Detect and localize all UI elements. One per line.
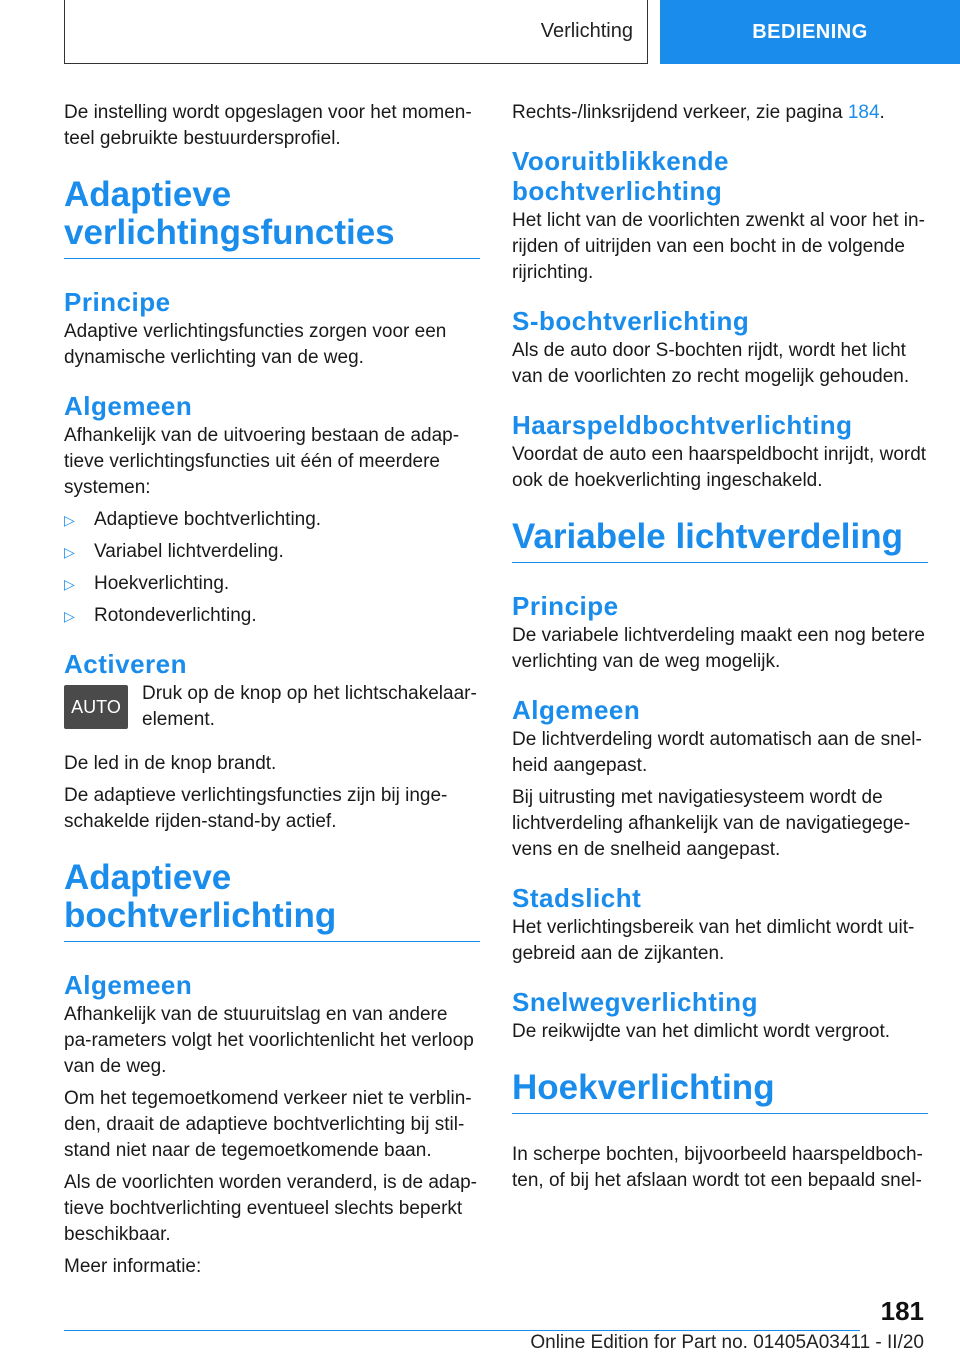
- footer-edition: Online Edition for Part no. 01405A03411 - II/20: [530, 1332, 924, 1353]
- haarspeld-text: Voordat de auto een haarspeldbocht inrijdt, wordt ook de hoekverlichting ingeschakeld.: [512, 444, 927, 491]
- heading-corner-light: Hoekverlichting: [512, 1069, 928, 1114]
- vooruit-text: Het licht van de voorlichten zwenkt al voor het in-rijden of uitrijden van een bocht in de volgende rijrichting.: [512, 210, 925, 283]
- page-reference-link[interactable]: 184: [847, 102, 880, 123]
- intro-paragraph: De instelling wordt opgeslagen voor het momen-teel gebruikte bestuurdersprofiel.: [64, 102, 472, 149]
- heading-principe-2: Principe: [512, 591, 619, 621]
- auto-instruction: [64, 681, 480, 739]
- active-text: De adaptieve verlichtingsfuncties zijn bij inge-schakelde rijden-stand-by actief.: [64, 785, 448, 832]
- more-info-text: Meer informatie:: [64, 1256, 202, 1277]
- heading-adaptive-curve-light: Adaptieve bochtverlichting: [64, 859, 480, 942]
- stadslicht-text: Het verlichtingsbereik van het dimlicht wordt uit-gebreid aan de zijkanten.: [512, 917, 915, 964]
- traffic-direction-text: [512, 100, 928, 126]
- list-item: [64, 603, 480, 629]
- heading-adaptive-functions: Adaptieve verlichtingsfuncties: [64, 176, 480, 259]
- heading-haarspeld: Haarspeldbochtverlichting: [512, 410, 853, 440]
- footer-divider: [64, 1330, 860, 1331]
- algemeen-3-paragraph-2: Bij uitrusting met navigatiesysteem wordt de lichtverdeling afhankelijk van de navigatiegege-vens en de snelheid aangepast.: [512, 787, 911, 860]
- list-item-text: Adaptieve bochtverlichting.: [94, 509, 322, 530]
- s-bocht-text: Als de auto door S-bochten rijdt, wordt het licht van de voorlichten zo recht mogelijk gehouden.: [512, 340, 910, 387]
- heading-stadslicht: Stadslicht: [512, 883, 642, 913]
- heading-algemeen-2: Algemeen: [64, 970, 193, 1000]
- heading-variable-light-distribution: Variabele lichtverdeling: [512, 518, 928, 563]
- header-chapter-tab: [660, 0, 960, 64]
- curve-paragraph-2: Om het tegemoetkomend verkeer niet te verblin-den, draait de adaptieve bochtverlichting bij stil-stand niet naar de tegemoetkomende baan.: [64, 1088, 472, 1161]
- curve-paragraph-1: Afhankelijk van de stuuruitslag en van andere pa-rameters volgt het voorlichtenlicht het verloop van de weg.: [64, 1004, 474, 1077]
- right-column: [512, 100, 928, 1200]
- heading-s-bocht: S-bochtverlichting: [512, 306, 750, 336]
- activeren-text: Druk op de knop op het lichtschakelaar-element.: [142, 683, 477, 730]
- left-column: [64, 100, 480, 1286]
- principe-2-text: De variabele lichtverdeling maakt een nog betere verlichting van de weg mogelijk.: [512, 625, 925, 672]
- list-item: [64, 507, 480, 533]
- traffic-direction-label: Rechts-/linksrijdend verkeer, zie pagina: [512, 102, 848, 123]
- traffic-direction-end: .: [879, 102, 885, 123]
- heading-activeren: Activeren: [64, 649, 187, 679]
- heading-principe: Principe: [64, 287, 171, 317]
- list-item-text: Variabel lichtverdeling.: [94, 541, 284, 562]
- triangle-bullet-icon: ▷: [64, 544, 75, 560]
- heading-algemeen: Algemeen: [64, 391, 193, 421]
- principe-text: Adaptive verlichtingsfuncties zorgen voor een dynamische verlichting van de weg.: [64, 321, 447, 368]
- triangle-bullet-icon: ▷: [64, 608, 75, 624]
- list-item-text: Rotondeverlichting.: [94, 605, 257, 626]
- header-section-title: Verlichting: [540, 20, 633, 42]
- heading-vooruitblikkende: Vooruitblikkende bochtverlichting: [512, 146, 729, 206]
- led-text: De led in de knop brandt.: [64, 753, 277, 774]
- header-section-box: [64, 0, 648, 64]
- header-chapter-label: BEDIENING: [752, 20, 868, 43]
- snelweg-text: De reikwijdte van het dimlicht wordt vergroot.: [512, 1021, 891, 1042]
- triangle-bullet-icon: ▷: [64, 576, 75, 592]
- hoek-text: In scherpe bochten, bijvoorbeeld haarspeldboch-ten, of bij het afslaan wordt tot een bepaald snel-: [512, 1144, 923, 1191]
- curve-paragraph-3: Als de voorlichten worden veranderd, is de adap-tieve bochtverlichting eventueel slechts beperkt beschikbaar.: [64, 1172, 477, 1245]
- list-item: [64, 539, 480, 565]
- list-item: [64, 571, 480, 597]
- algemeen-text: Afhankelijk van de uitvoering bestaan de adap-tieve verlichtingsfuncties uit één of meerdere systemen:: [64, 425, 460, 498]
- heading-algemeen-3: Algemeen: [512, 695, 641, 725]
- heading-snelweg: Snelwegverlichting: [512, 987, 758, 1017]
- page-number: 181: [880, 1296, 924, 1326]
- triangle-bullet-icon: ▷: [64, 512, 75, 528]
- auto-button-icon: AUTO: [64, 685, 128, 729]
- systems-list: [64, 507, 480, 629]
- list-item-text: Hoekverlichting.: [94, 573, 230, 594]
- algemeen-3-paragraph-1: De lichtverdeling wordt automatisch aan de snel-heid aangepast.: [512, 729, 922, 776]
